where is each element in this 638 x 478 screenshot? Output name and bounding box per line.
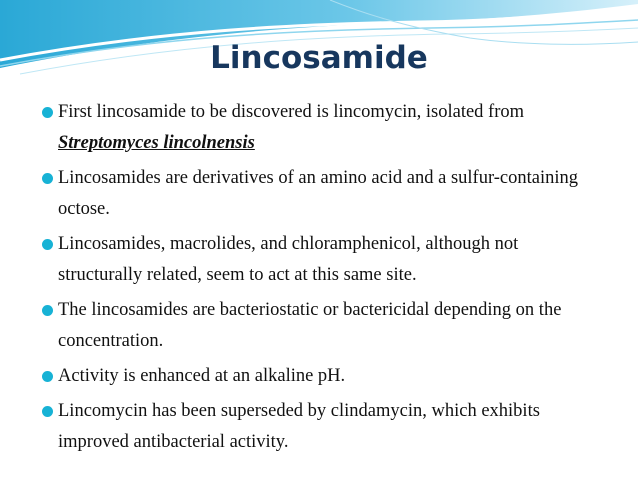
bullet-dot-icon bbox=[42, 371, 53, 382]
bullet-dot-icon bbox=[42, 406, 53, 417]
slide-title: Lincosamide bbox=[210, 40, 428, 76]
bullet-item bbox=[42, 295, 602, 357]
bullet-text: First lincosamide to be discovered is lincomycin, isolated from bbox=[58, 102, 525, 122]
bullet-dot-icon bbox=[42, 239, 53, 250]
bullet-dot-icon bbox=[42, 305, 53, 316]
bullet-item bbox=[42, 361, 602, 392]
bullet-text: Lincomycin has been superseded by clindamycin, which exhibits improved antibacterial activity. bbox=[58, 401, 540, 452]
bullet-dot-icon bbox=[42, 107, 53, 118]
bullet-item bbox=[42, 396, 602, 458]
bullet-text: The lincosamides are bacteriostatic or bactericidal depending on the concentration. bbox=[58, 300, 562, 351]
bullet-text: Lincosamides, macrolides, and chloramphenicol, although not structurally related, seem to act at this same site. bbox=[58, 234, 519, 285]
species-name: Streptomyces lincolnensis bbox=[58, 133, 255, 153]
bullet-list bbox=[42, 97, 602, 462]
bullet-item bbox=[42, 97, 602, 159]
bullet-dot-icon bbox=[42, 173, 53, 184]
bullet-item bbox=[42, 229, 602, 291]
bullet-text: Lincosamides are derivatives of an amino acid and a sulfur-containing octose. bbox=[58, 168, 579, 219]
bullet-text: Activity is enhanced at an alkaline pH. bbox=[58, 366, 346, 386]
bullet-item bbox=[42, 163, 602, 225]
